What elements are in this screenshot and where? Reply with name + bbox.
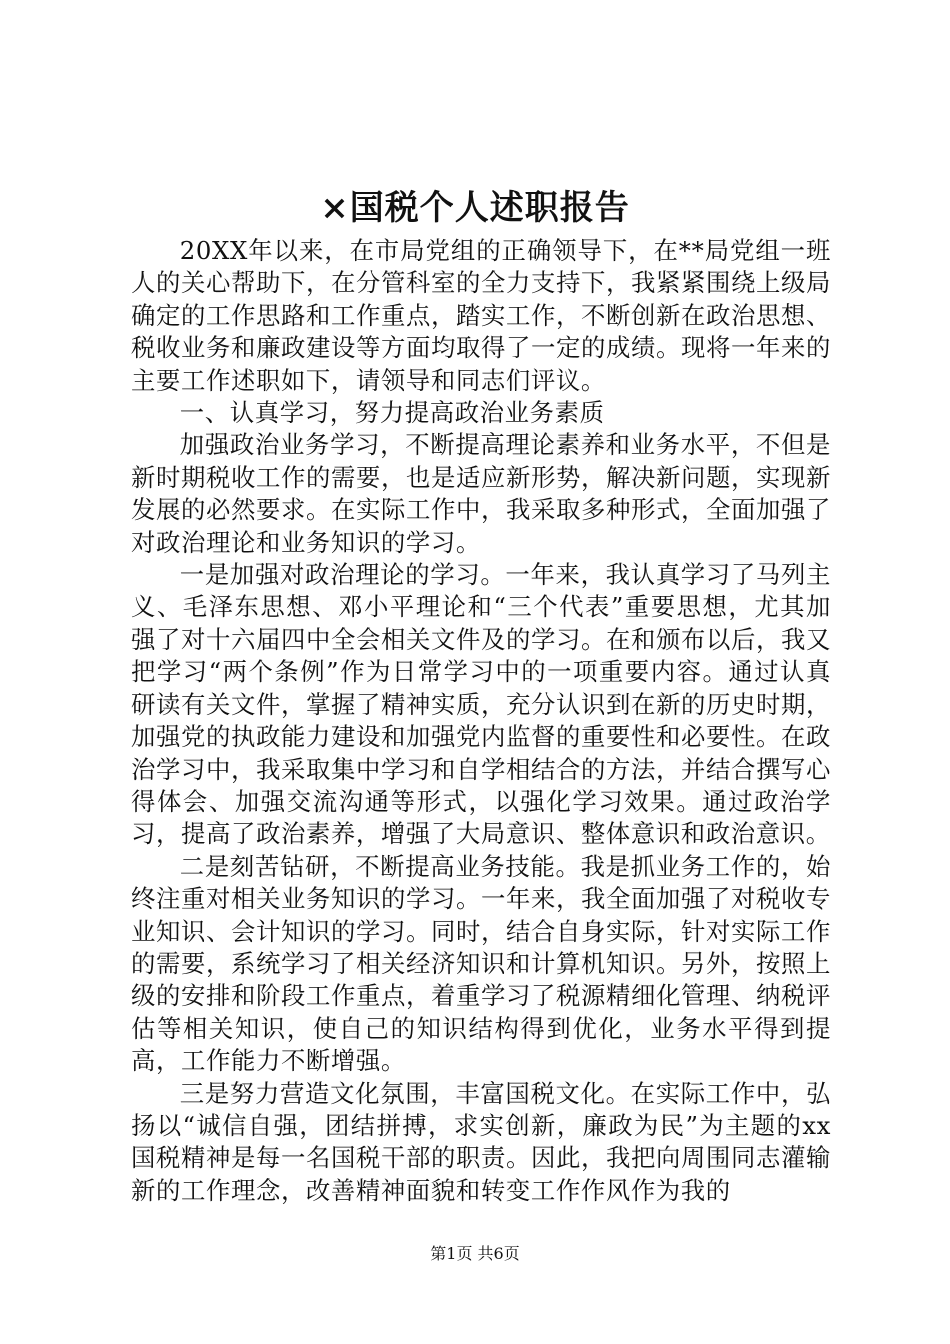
paragraph-study-overview: 加强政治业务学习，不断提高理论素养和业务水平，不但是新时期税收工作的需要，也是适应新形势，解决新问题，实现新发展的必然要求。在实际工作中，我采取多种形式，全面加强了对政治理论和业务知识的学习。 <box>131 430 831 557</box>
page-number-footer: 第1页 共6页 <box>430 1244 520 1263</box>
document-title: ×国税个人述职报告 <box>320 188 630 228</box>
paragraph-culture: 三是努力营造文化氛围，丰富国税文化。在实际工作中，弘扬以“诚信自强，团结拼搏，求实创新，廉政为民”为主题的xx国税精神是每一名国税干部的职责。因此，我把向周围同志灌输新的工作理念，改善精神面貌和转变工作作风作为我的 <box>131 1078 831 1205</box>
paragraph-political-theory: 一是加强对政治理论的学习。一年来，我认真学习了马列主义、毛泽东思想、邓小平理论和“三个代表”重要思想，尤其加强了对十六届四中全会相关文件及的学习。在和颁布以后，我又把学习“两个条例”作为日常学习中的一项重要内容。通过认真研读有关文件，掌握了精神实质，充分认识到在新的历史时期，加强党的执政能力建设和加强党内监督的重要性和必要性。在政治学习中，我采取集中学习和自学相结合的方法，并结合撰写心得体会、加强交流沟通等形式，以强化学习效果。通过政治学习，提高了政治素养，增强了大局意识、整体意识和政治意识。 <box>131 560 831 849</box>
paragraph-intro: 20XX年以来，在市局党组的正确领导下，在**局党组一班人的关心帮助下，在分管科室的全力支持下，我紧紧围绕上级局确定的工作思路和工作重点，踏实工作，不断创新在政治思想、税收业务和廉政建设等方面均取得了一定的成绩。现将一年来的主要工作述职如下，请领导和同志们评议。 <box>131 236 831 395</box>
paragraph-business-skills: 二是刻苦钻研，不断提高业务技能。我是抓业务工作的，始终注重对相关业务知识的学习。一年来，我全面加强了对税收专业知识、会计知识的学习。同时，结合自身实际，针对实际工作的需要，系统学习了相关经济知识和计算机知识。另外，按照上级的安排和阶段工作重点，着重学习了税源精细化管理、纳税评估等相关知识，使自己的知识结构得到优化，业务水平得到提高，工作能力不断增强。 <box>131 851 831 1076</box>
section-heading-1: 一、认真学习，努力提高政治业务素质 <box>179 398 605 428</box>
document-body <box>131 235 831 1207</box>
